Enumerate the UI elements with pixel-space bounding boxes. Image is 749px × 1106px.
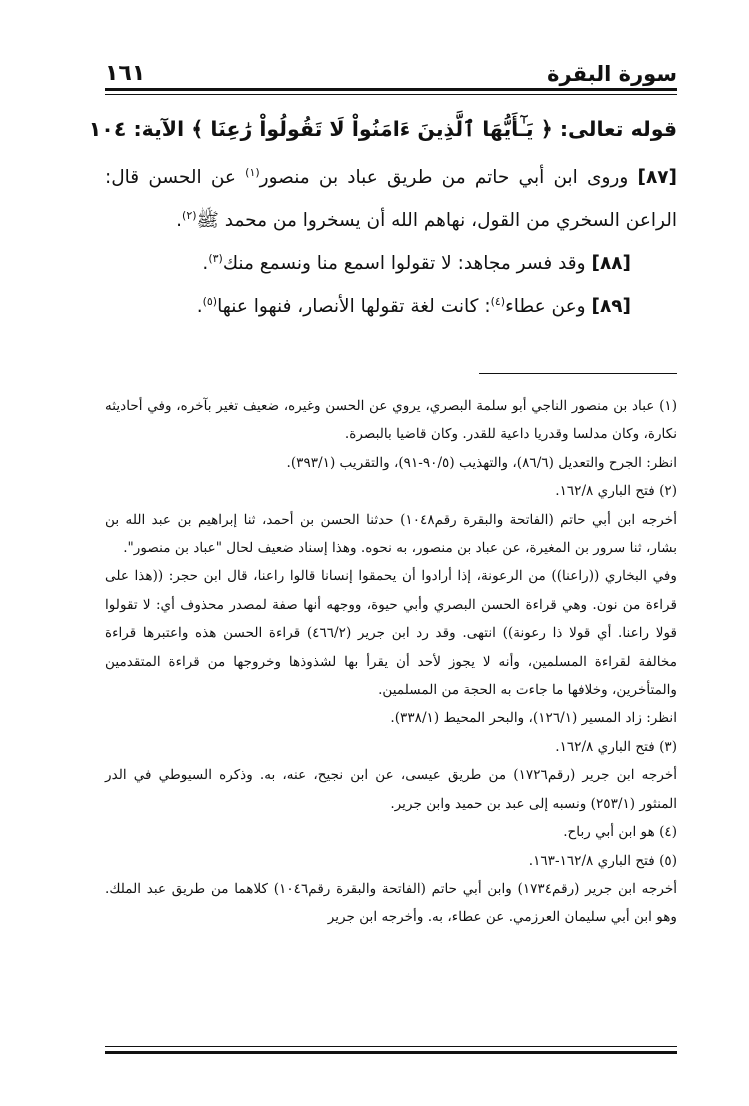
footnote-line: انظر: الجرح والتعديل (٨٦/٦)، والتهذيب (٩٠/٥-٩١)، والتقريب (٣٩٣/١). (286, 454, 677, 471)
paragraph-text: وعن عطاء (505, 296, 592, 317)
paragraph-end: . (196, 296, 203, 317)
footnote-line: انظر: زاد المسير (١٢٦/١)، والبحر المحيط (٣٣٨/١). (390, 710, 677, 727)
footnote-4: (٤) هو ابن أبي رباح. (563, 824, 677, 841)
footnote-line: أخرجه ابن جرير (رقم١٧٣٤) وابن أبي حاتم (الفاتحة والبقرة رقم١٠٤٦) كلاهما من طريق عبد الملك. وهو ابن أبي سليمان العرزمي. عن عطاء، به. وأخرجه ابن جرير (105, 880, 678, 926)
footnote-1: (١) عباد بن منصور الناجي أبو سلمة البصري، يروي عن الحسن وغيره، ضعيف تغير بآخره، وفي أحاديثه نكارة، وكان مدلسا وقدريا داعية للقدر. وكان قاضيا بالبصرة. (105, 398, 677, 443)
paragraph-number: [٨٩] (591, 296, 631, 317)
verse-heading: قوله تعالى: ﴿ يَـٰٓأَيُّهَا ٱلَّذِينَ ءَامَنُواْ لَا تَقُولُواْ رَٰعِنَا ﴾ الآية: ١٠٤ (88, 117, 677, 141)
footnote-ref: (٥) (202, 294, 218, 308)
paragraph-number: [٨٧] (637, 167, 677, 188)
footnote-ref: (٤) (490, 294, 506, 308)
paragraph-text: وقد فسر مجاهد: لا تقولوا اسمع منا ونسمع منك (222, 253, 592, 274)
paragraph-end: . (202, 253, 209, 274)
footnote-2: (٢) فتح الباري ١٦٢/٨. (555, 483, 677, 500)
footnote-5: (٥) فتح الباري ١٦٢/٨-١٦٣. (528, 852, 677, 869)
footnote-line: وفي البخاري ((راعنا)) من الرعونة، إذا أرادوا أن يحمقوا إنسانا قالوا راعنا، قال ابن حجر: ((هذا على قراءة من نون. وهي قراءة الحسن البصري وأبي حيوة، ووجهه أنها صفة لمصدر محذوف أي: لا تقولوا قولا راعنا. أي قولا ذا رعونة)) انتهى. وقد رد ابن جرير (٤٦٦/٢) قراءة الحسن هذه واعتبرها قراءة مخالفة لقراءة المسلمين، وأنه لا يجوز لأحد أن يقرأ بها لشذوذها وخروجها من قراءة المتقدمين والمتأخرين، وخلافها ما جاءت به الحجة من المسلمين. (105, 568, 677, 699)
page-header (105, 52, 677, 86)
paragraph-87 (105, 156, 677, 242)
main-text (88, 112, 677, 328)
header-rule-thick (105, 88, 677, 91)
footnote-separator (479, 373, 677, 374)
paragraph-number: [٨٨] (591, 253, 631, 274)
footnote-ref: (٢) (182, 208, 197, 222)
paragraph-text: وروى ابن أبي حاتم من طريق عباد بن منصور (259, 167, 638, 188)
paragraph-text: : كانت لغة تقولها الأنصار، فنهوا عنها (217, 296, 491, 317)
footnotes (105, 392, 677, 932)
footer-rule-thin (105, 1046, 677, 1047)
footnote-ref: (٣) (208, 251, 223, 265)
footer-rule-thick (105, 1051, 677, 1054)
paragraph-88 (105, 242, 677, 285)
footnote-line: أخرجه ابن أبي حاتم (الفاتحة والبقرة رقم١٠٤٨) حدثنا الحسن بن أحمد، ثنا إبراهيم بن عبد الله بن بشار، ثنا سرور بن المغيرة، عن عباد بن منصور، به نحوه. وهذا إسناد ضعيف لحال "عباد بن منصور". (105, 511, 677, 557)
paragraph-89 (105, 285, 677, 328)
surah-title: سورة البقرة (547, 62, 677, 86)
footnote-3: (٣) فتح الباري ١٦٢/٨. (555, 738, 677, 755)
header-rule-thin (105, 94, 677, 95)
footnote-ref: (١) (245, 165, 260, 179)
footnote-line: أخرجه ابن جرير (رقم١٧٢٦) من طريق عيسى، عن ابن نجيح، عنه، به. وذكره السيوطي في الدر المنثور (٢٥٣/١) ونسبه إلى عبد بن حميد وابن جرير. (105, 767, 678, 812)
page-number: ١٦١ (105, 61, 146, 86)
paragraph-text: عن الحسن قال: الراعن السخري من القول، نهاهم الله أن يسخروا من محمد ﷺ (105, 167, 677, 231)
paragraph-end: . (176, 210, 183, 231)
